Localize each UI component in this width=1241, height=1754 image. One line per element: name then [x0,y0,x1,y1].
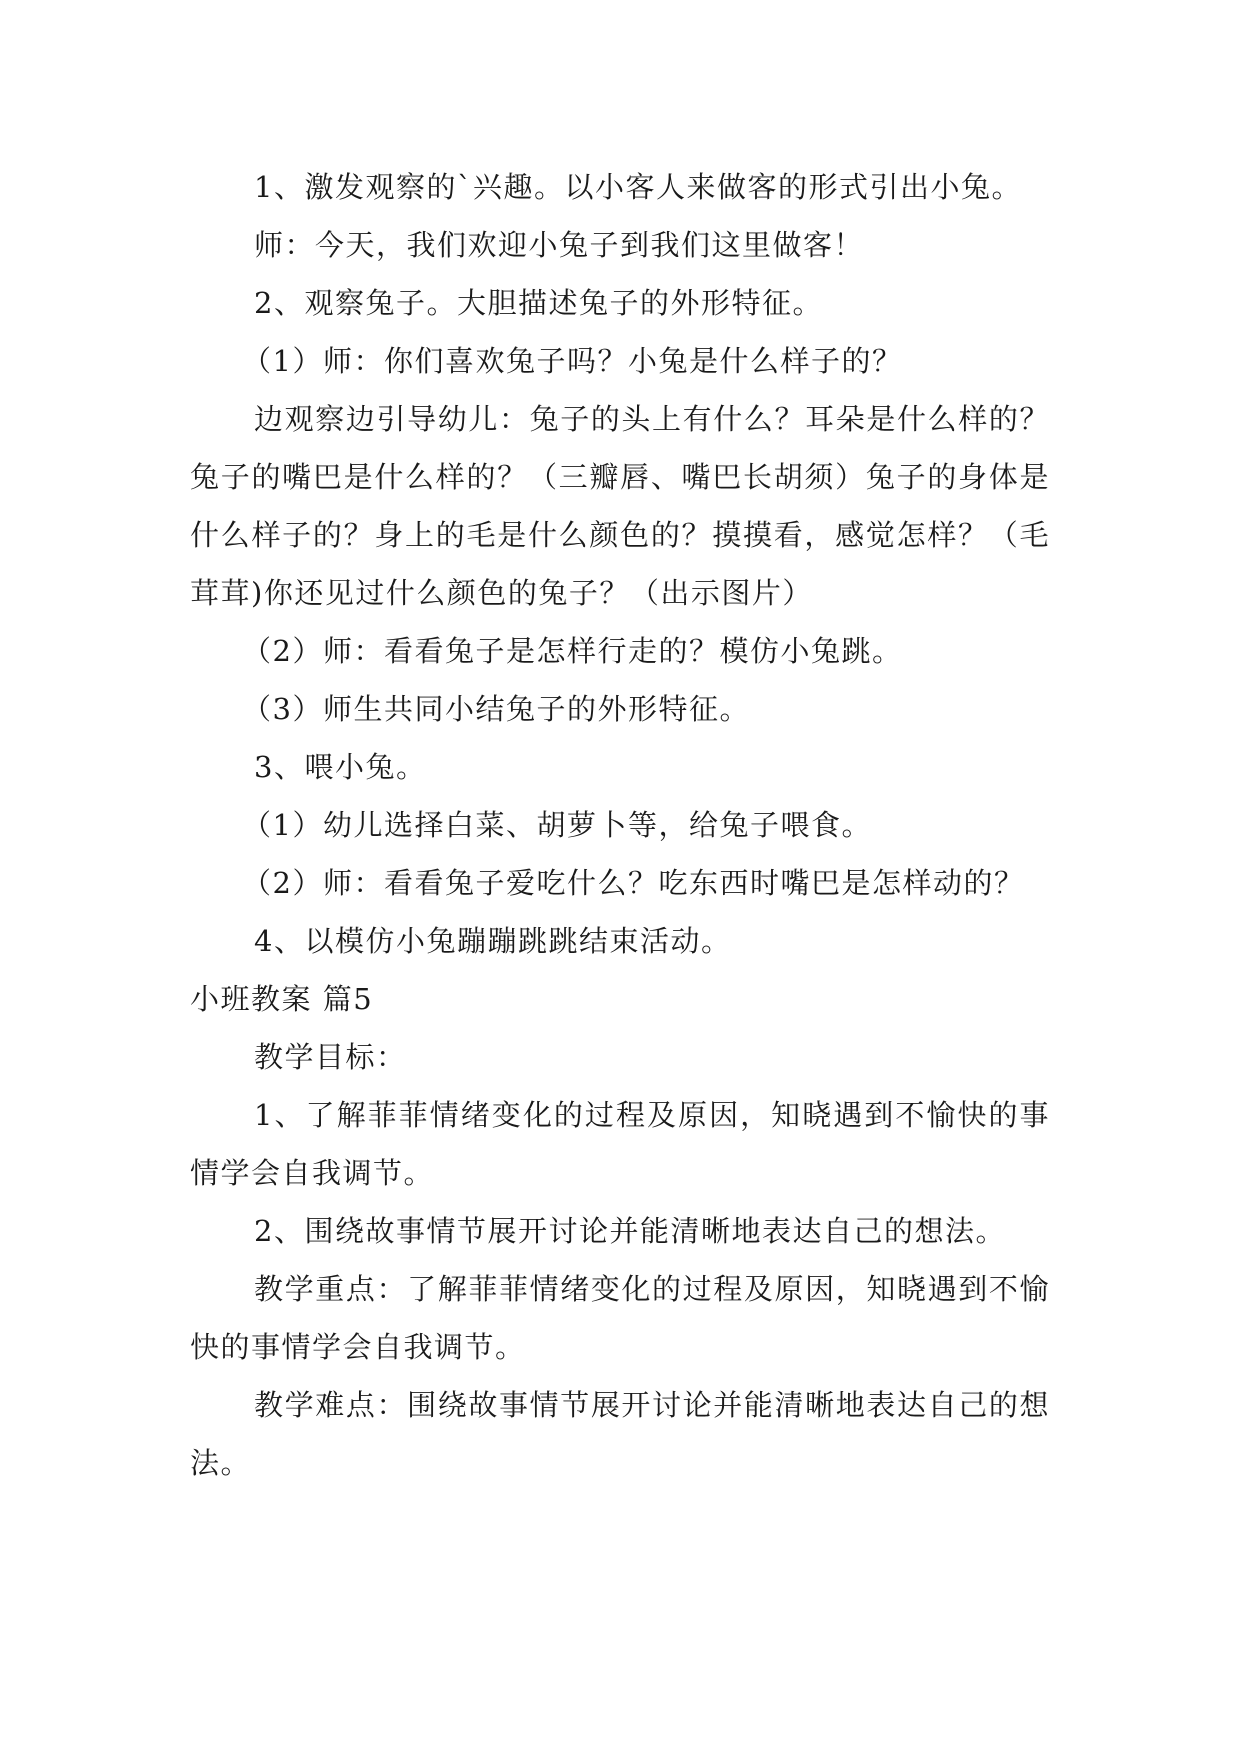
paragraph-step-2-1: （1）师：你们喜欢兔子吗？小兔是什么样子的？ [242,344,903,378]
paragraph-teacher-welcome: 师：今天，我们欢迎小兔子到我们这里做客！ [254,228,865,262]
paragraph-step-2-2: （2）师：看看兔子是怎样行走的？模仿小兔跳。 [242,634,903,668]
document-body [190,158,1050,1492]
paragraph-observe-guide: 边观察边引导幼儿：兔子的头上有什么？耳朵是什么样的？兔子的嘴巴是什么样的？（三瓣唇、嘴巴长胡须）兔子的身体是什么样子的？身上的毛是什么颜色的？摸摸看，感觉怎样？（毛茸茸)你还见过什么颜色的兔子？（出示图片） [190,402,1050,610]
paragraph-step-2: 2、观察兔子。大胆描述兔子的外形特征。 [254,286,823,320]
paragraph-step-4: 4、以模仿小兔蹦蹦跳跳结束活动。 [254,924,732,958]
paragraph-step-1: 1、激发观察的`兴趣。以小客人来做客的形式引出小兔。 [254,170,1022,204]
paragraph-goal-2: 2、围绕故事情节展开讨论并能清晰地表达自己的想法。 [254,1214,1006,1248]
section-heading: 小班教案 篇5 [190,982,374,1016]
paragraph-step-3-1: （1）幼儿选择白菜、胡萝卜等，给兔子喂食。 [242,808,872,842]
paragraph-step-3: 3、喂小兔。 [254,750,427,784]
paragraph-key-point: 教学重点：了解菲菲情绪变化的过程及原因，知晓遇到不愉快的事情学会自我调节。 [190,1272,1050,1364]
paragraph-step-3-2: （2）师：看看兔子爱吃什么？吃东西时嘴巴是怎样动的？ [242,866,1025,900]
paragraph-step-2-3: （3）师生共同小结兔子的外形特征。 [242,692,750,726]
paragraph-difficulty: 教学难点：围绕故事情节展开讨论并能清晰地表达自己的想法。 [190,1388,1050,1480]
paragraph-goal-1: 1、了解菲菲情绪变化的过程及原因，知晓遇到不愉快的事情学会自我调节。 [190,1098,1050,1190]
paragraph-goals-label: 教学目标： [254,1040,407,1074]
